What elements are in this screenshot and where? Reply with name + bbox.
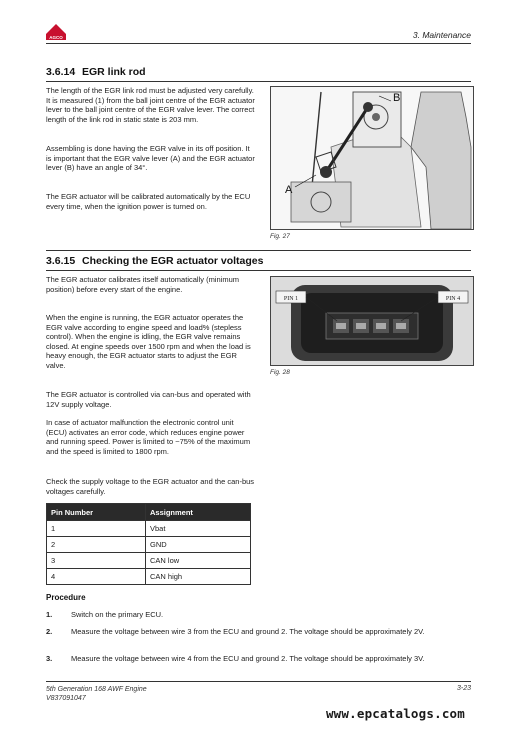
brand-logo: [46, 24, 66, 40]
header-divider: [46, 43, 471, 44]
table-row: [47, 553, 251, 569]
procedure-step: [46, 610, 466, 620]
step-number: 3.: [46, 654, 53, 663]
paragraph: The EGR actuator will be calibrated automatically by the ECU every time, when the ignition power is turned on.: [46, 192, 251, 211]
table-cell: 2: [47, 537, 146, 553]
svg-text:B: B: [393, 92, 401, 104]
table-cell: 1: [47, 521, 146, 537]
section-divider: [46, 270, 471, 271]
table-cell: 4: [47, 569, 146, 585]
column-header: Pin Number: [47, 504, 146, 521]
column-header: Assignment: [146, 504, 251, 521]
figure-28-image: [270, 276, 474, 366]
table-cell: GND: [146, 537, 251, 553]
table-row: [47, 569, 251, 585]
svg-text:A: A: [285, 184, 293, 196]
svg-text:PIN 4: PIN 4: [445, 296, 461, 302]
step-text: Measure the voltage between wire 3 from the ECU and ground 2. The voltage should be approximately 2V.: [71, 627, 425, 636]
footer-doc-code: V837091047: [46, 695, 86, 702]
chapter-title: 3. Maintenance: [412, 30, 471, 40]
step-number: 2.: [46, 627, 53, 636]
svg-text:PIN 1: PIN 1: [283, 296, 299, 302]
step-text: Switch on the primary ECU.: [71, 610, 164, 619]
paragraph: The length of the EGR link rod must be adjusted very carefully. It is measured (1) from the ball joint centre of the EGR actuator lever to the ball joint centre of the EGR valve lever. The correct length of the link rod in static state is 203 mm.: [46, 86, 255, 124]
paragraph: Check the supply voltage to the EGR actuator and the can-bus voltages carefully.: [46, 477, 255, 496]
table-row: [47, 521, 251, 537]
section-divider: [46, 250, 471, 251]
footer-divider: [46, 681, 471, 682]
table-header-row: [47, 504, 251, 521]
pin-assignment-table: [46, 503, 251, 585]
section-heading-egr-voltages: 3.6.15 Checking the EGR actuator voltages: [46, 255, 264, 267]
step-number: 1.: [46, 610, 53, 619]
section-divider: [46, 81, 471, 82]
page-number: 3-23: [456, 685, 471, 692]
procedure-step: [46, 654, 466, 664]
table-cell: 3: [47, 553, 146, 569]
paragraph: The EGR actuator is controlled via can-bus and operated with 12V supply voltage.: [46, 390, 251, 409]
table-cell: Vbat: [146, 521, 251, 537]
figure-28-caption: Fig. 28: [270, 369, 290, 376]
procedure-step: [46, 627, 466, 637]
footer-doc-info: [46, 685, 147, 703]
table-cell: CAN low: [146, 553, 251, 569]
footer-doc-title: 5th Generation 168 AWF Engine: [46, 686, 147, 693]
section-heading-egr-link-rod: 3.6.14 EGR link rod: [46, 66, 146, 78]
paragraph: Assembling is done having the EGR valve in its off position. It is important that the EGR valve lever (A) and the EGR actuator lever (B) have an angle of 34°.: [46, 144, 255, 173]
procedure-title: Procedure: [46, 593, 86, 602]
website-watermark[interactable]: www.epcatalogs.com: [325, 706, 465, 721]
svg-text:AGCO: AGCO: [49, 35, 63, 40]
paragraph: The EGR actuator calibrates itself automatically (minimum position) before every start of the engine.: [46, 275, 239, 294]
step-text: Measure the voltage between wire 4 from the ECU and ground 2. The voltage should be approximately 3V.: [71, 654, 425, 663]
figure-27-image: [270, 86, 474, 230]
figure-27-caption: Fig. 27: [270, 233, 290, 240]
paragraph: In case of actuator malfunction the electronic control unit (ECU) activates an error code, which reduces engine power and running speed. Power is limited to ~75% of the maximum and the speed is limited to 1800 rpm.: [46, 418, 251, 456]
table-row: [47, 537, 251, 553]
paragraph: When the engine is running, the EGR actuator operates the EGR valve according to engine speed and load% (stepless control). When the engine is idling, the EGR valve remains closed. At engine speeds over 1500 rpm and when the load is heavy enough, the EGR actuator starts to adjust the EGR valve.: [46, 313, 251, 370]
table-cell: CAN high: [146, 569, 251, 585]
